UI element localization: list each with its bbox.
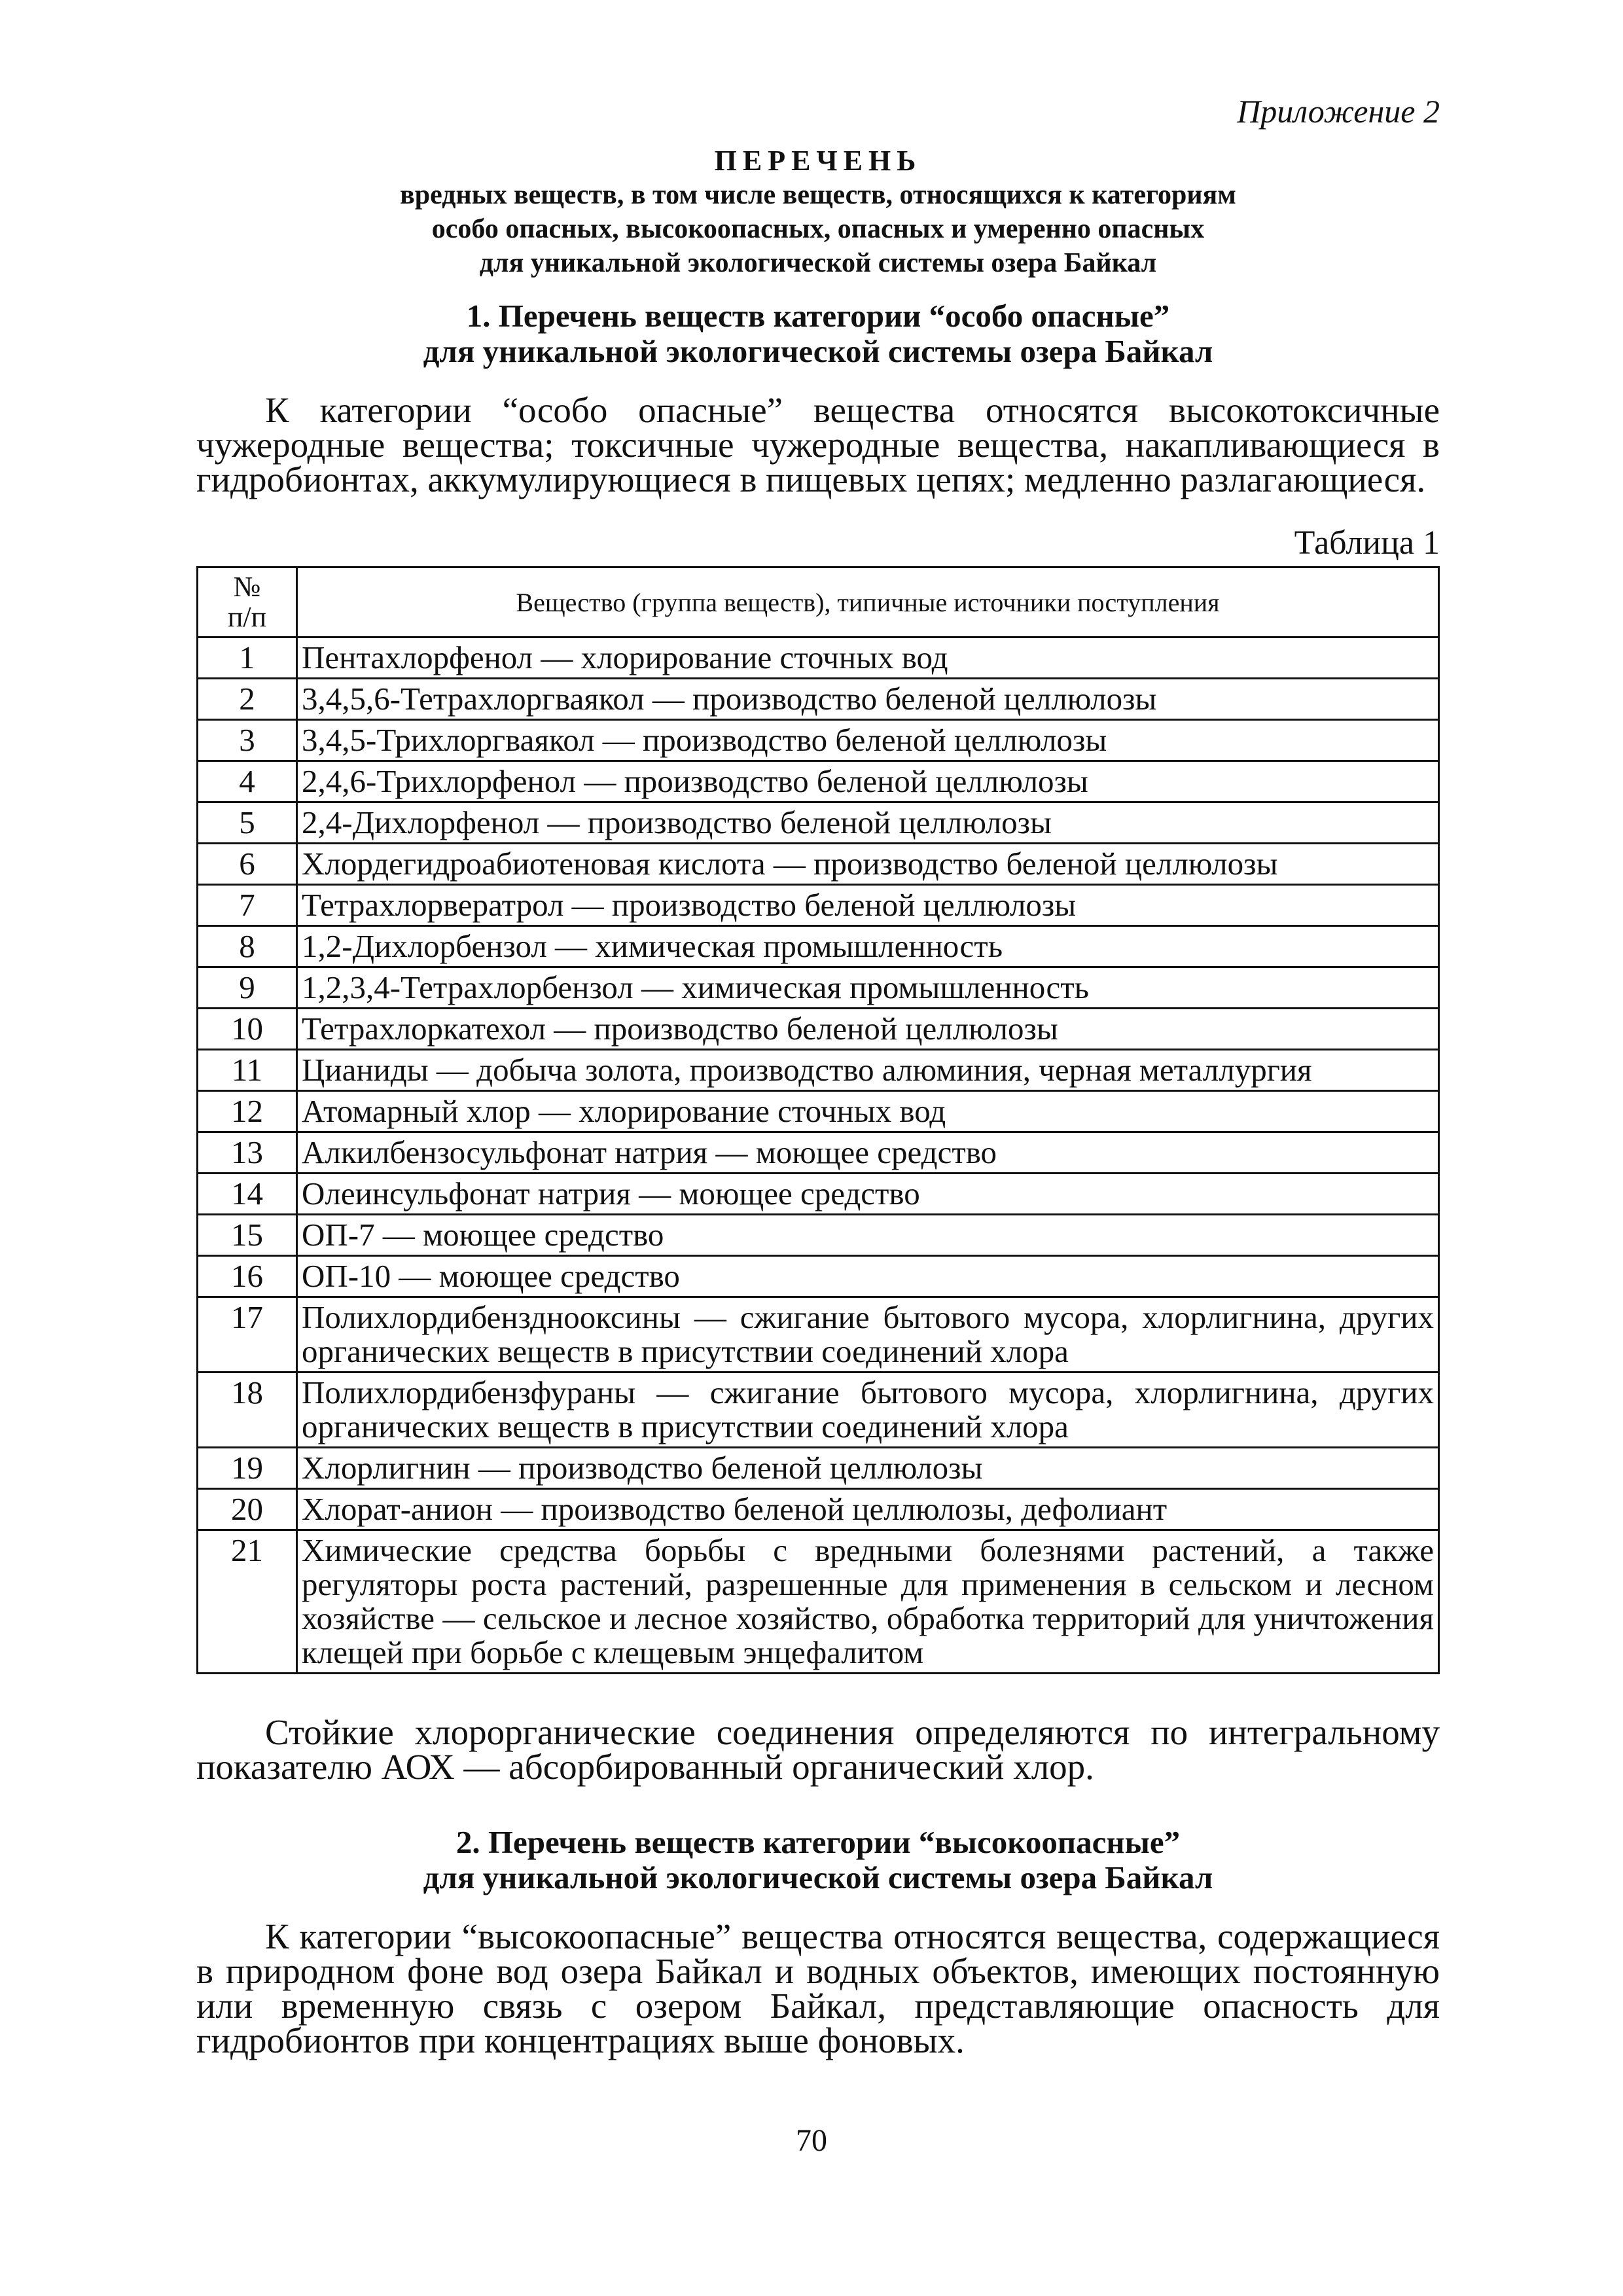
after-table-paragraph: Стойкие хлорорганические соединения определяются по интегральному показателю АОХ — абсорбированный органический хлор. — [196, 1712, 1440, 1787]
table-row — [198, 1489, 1439, 1530]
table-row — [198, 1530, 1439, 1674]
row-number: 8 — [198, 926, 297, 967]
section-2-intro: К категории “высокоопасные” вещества относятся вещества, содержащиеся в природном фоне вод озера Байкал и водных объектов, имеющих постоянную или временную связь с озером Байкал, представляющие опасность для гидробионтов при концентрациях выше фоновых. — [196, 1916, 1440, 2060]
section-1-intro: К категории “особо опасные” вещества относятся высокотоксичные чужеродные вещества; токсичные чужеродные вещества, накапливающиеся в гидробионтах, аккумулирующиеся в пищевых цепях; медленно разлагающиеся. — [196, 390, 1440, 499]
table-row — [198, 926, 1439, 967]
document-page — [196, 92, 1440, 2058]
row-substance: 1,2,3,4-Тетрахлорбензол — химическая промышленность — [297, 967, 1439, 1009]
substances-table — [196, 566, 1440, 1674]
table-row — [198, 1174, 1439, 1215]
row-substance: Алкилбензосульфонат натрия — моющее средство — [297, 1132, 1439, 1174]
header-number-abbrev: п/п — [227, 601, 267, 633]
header-substance-cell: Вещество (группа веществ), типичные источники поступления — [297, 567, 1439, 637]
subtitle-line: для уникальной экологической системы озера Байкал — [479, 248, 1157, 278]
row-substance: 1,2-Дихлорбензол — химическая промышленность — [297, 926, 1439, 967]
table-row — [198, 967, 1439, 1009]
table-row — [198, 1009, 1439, 1050]
row-number: 17 — [198, 1297, 297, 1372]
page-number: 70 — [796, 2123, 827, 2158]
row-substance: ОП-10 — моющее средство — [297, 1256, 1439, 1297]
table-row — [198, 1372, 1439, 1448]
list-title: ПЕРЕЧЕНЬ — [714, 145, 922, 177]
row-substance: 2,4-Дихлорфенол — производство беленой целлюлозы — [297, 802, 1439, 844]
table-row — [198, 761, 1439, 802]
row-substance: 3,4,5-Трихлоргваякол — производство беленой целлюлозы — [297, 720, 1439, 761]
row-number: 1 — [198, 637, 297, 679]
row-number: 10 — [198, 1009, 297, 1050]
row-number: 20 — [198, 1489, 297, 1530]
row-substance: 2,4,6-Трихлорфенол — производство беленой целлюлозы — [297, 761, 1439, 802]
row-substance: Полихлордибензднооксины — сжигание бытового мусора, хлорлигнина, других органических веществ в присутствии соединений хлора — [297, 1297, 1439, 1372]
row-number: 7 — [198, 885, 297, 926]
header-number-cell — [198, 567, 297, 637]
table-label: Таблица 1 — [1294, 524, 1440, 562]
row-number: 6 — [198, 844, 297, 885]
table-row — [198, 1050, 1439, 1091]
table-row — [198, 1091, 1439, 1132]
row-number: 12 — [198, 1091, 297, 1132]
table-row — [198, 1215, 1439, 1256]
table-row — [198, 637, 1439, 679]
section-2-heading-line: 2. Перечень веществ категории “высокоопасные” — [455, 1824, 1181, 1860]
table-header-row — [198, 567, 1439, 637]
row-substance: Тетрахлорвератрол — производство беленой целлюлозы — [297, 885, 1439, 926]
row-number: 5 — [198, 802, 297, 844]
section-1-heading-line: 1. Перечень веществ категории “особо опасные” — [466, 298, 1170, 334]
table-row — [198, 1256, 1439, 1297]
section-2-heading — [196, 1825, 1440, 1895]
row-number: 19 — [198, 1448, 297, 1489]
table-row — [198, 885, 1439, 926]
table-row — [198, 1297, 1439, 1372]
row-substance: Хлорлигнин — производство беленой целлюлозы — [297, 1448, 1439, 1489]
table-row — [198, 1132, 1439, 1174]
row-substance: 3,4,5,6-Тетрахлоргваякол — производство беленой целлюлозы — [297, 679, 1439, 720]
row-substance: Олеинсульфонат натрия — моющее средство — [297, 1174, 1439, 1215]
row-substance: Химические средства борьбы с вредными болезнями растений, а также регуляторы роста растений, разрешенные для применения в сельском и лесном хозяйстве — сельское и лесное хозяйство, обработка территорий для уничтожения клещей при борьбе с клещевым энцефалитом — [297, 1530, 1439, 1674]
row-substance: Цианиды — добыча золота, производство алюминия, черная металлургия — [297, 1050, 1439, 1091]
row-number: 4 — [198, 761, 297, 802]
section-1-heading — [196, 298, 1440, 369]
row-number: 14 — [198, 1174, 297, 1215]
table-row — [198, 802, 1439, 844]
subtitle-line: особо опасных, высокоопасных, опасных и умеренно опасных — [431, 214, 1205, 244]
row-number: 11 — [198, 1050, 297, 1091]
table-row — [198, 844, 1439, 885]
row-substance: Пентахлорфенол — хлорирование сточных вод — [297, 637, 1439, 679]
row-substance: Полихлордибензфураны — сжигание бытового мусора, хлорлигнина, других органических веществ в присутствии соединений хлора — [297, 1372, 1439, 1448]
row-number: 15 — [198, 1215, 297, 1256]
row-substance: ОП-7 — моющее средство — [297, 1215, 1439, 1256]
table-row — [198, 720, 1439, 761]
table-row — [198, 679, 1439, 720]
appendix-label: Приложение 2 — [1237, 93, 1440, 130]
section-2-heading-line: для уникальной экологической системы озера Байкал — [423, 1859, 1213, 1895]
subtitle-line: вредных веществ, в том числе веществ, относящихся к категориям — [400, 180, 1236, 210]
row-substance: Атомарный хлор — хлорирование сточных вод — [297, 1091, 1439, 1132]
row-number: 16 — [198, 1256, 297, 1297]
table-row — [198, 1448, 1439, 1489]
row-substance: Тетрахлоркатехол — производство беленой целлюлозы — [297, 1009, 1439, 1050]
row-number: 21 — [198, 1530, 297, 1674]
section-1-heading-line: для уникальной экологической системы озера Байкал — [423, 333, 1213, 369]
list-subtitle — [196, 178, 1440, 280]
row-number: 9 — [198, 967, 297, 1009]
row-number: 18 — [198, 1372, 297, 1448]
row-substance: Хлорат-анион — производство беленой целлюлозы, дефолиант — [297, 1489, 1439, 1530]
row-number: 3 — [198, 720, 297, 761]
row-number: 2 — [198, 679, 297, 720]
row-substance: Хлордегидроабиотеновая кислота — производство беленой целлюлозы — [297, 844, 1439, 885]
row-number: 13 — [198, 1132, 297, 1174]
header-number-symbol: № — [233, 571, 261, 603]
